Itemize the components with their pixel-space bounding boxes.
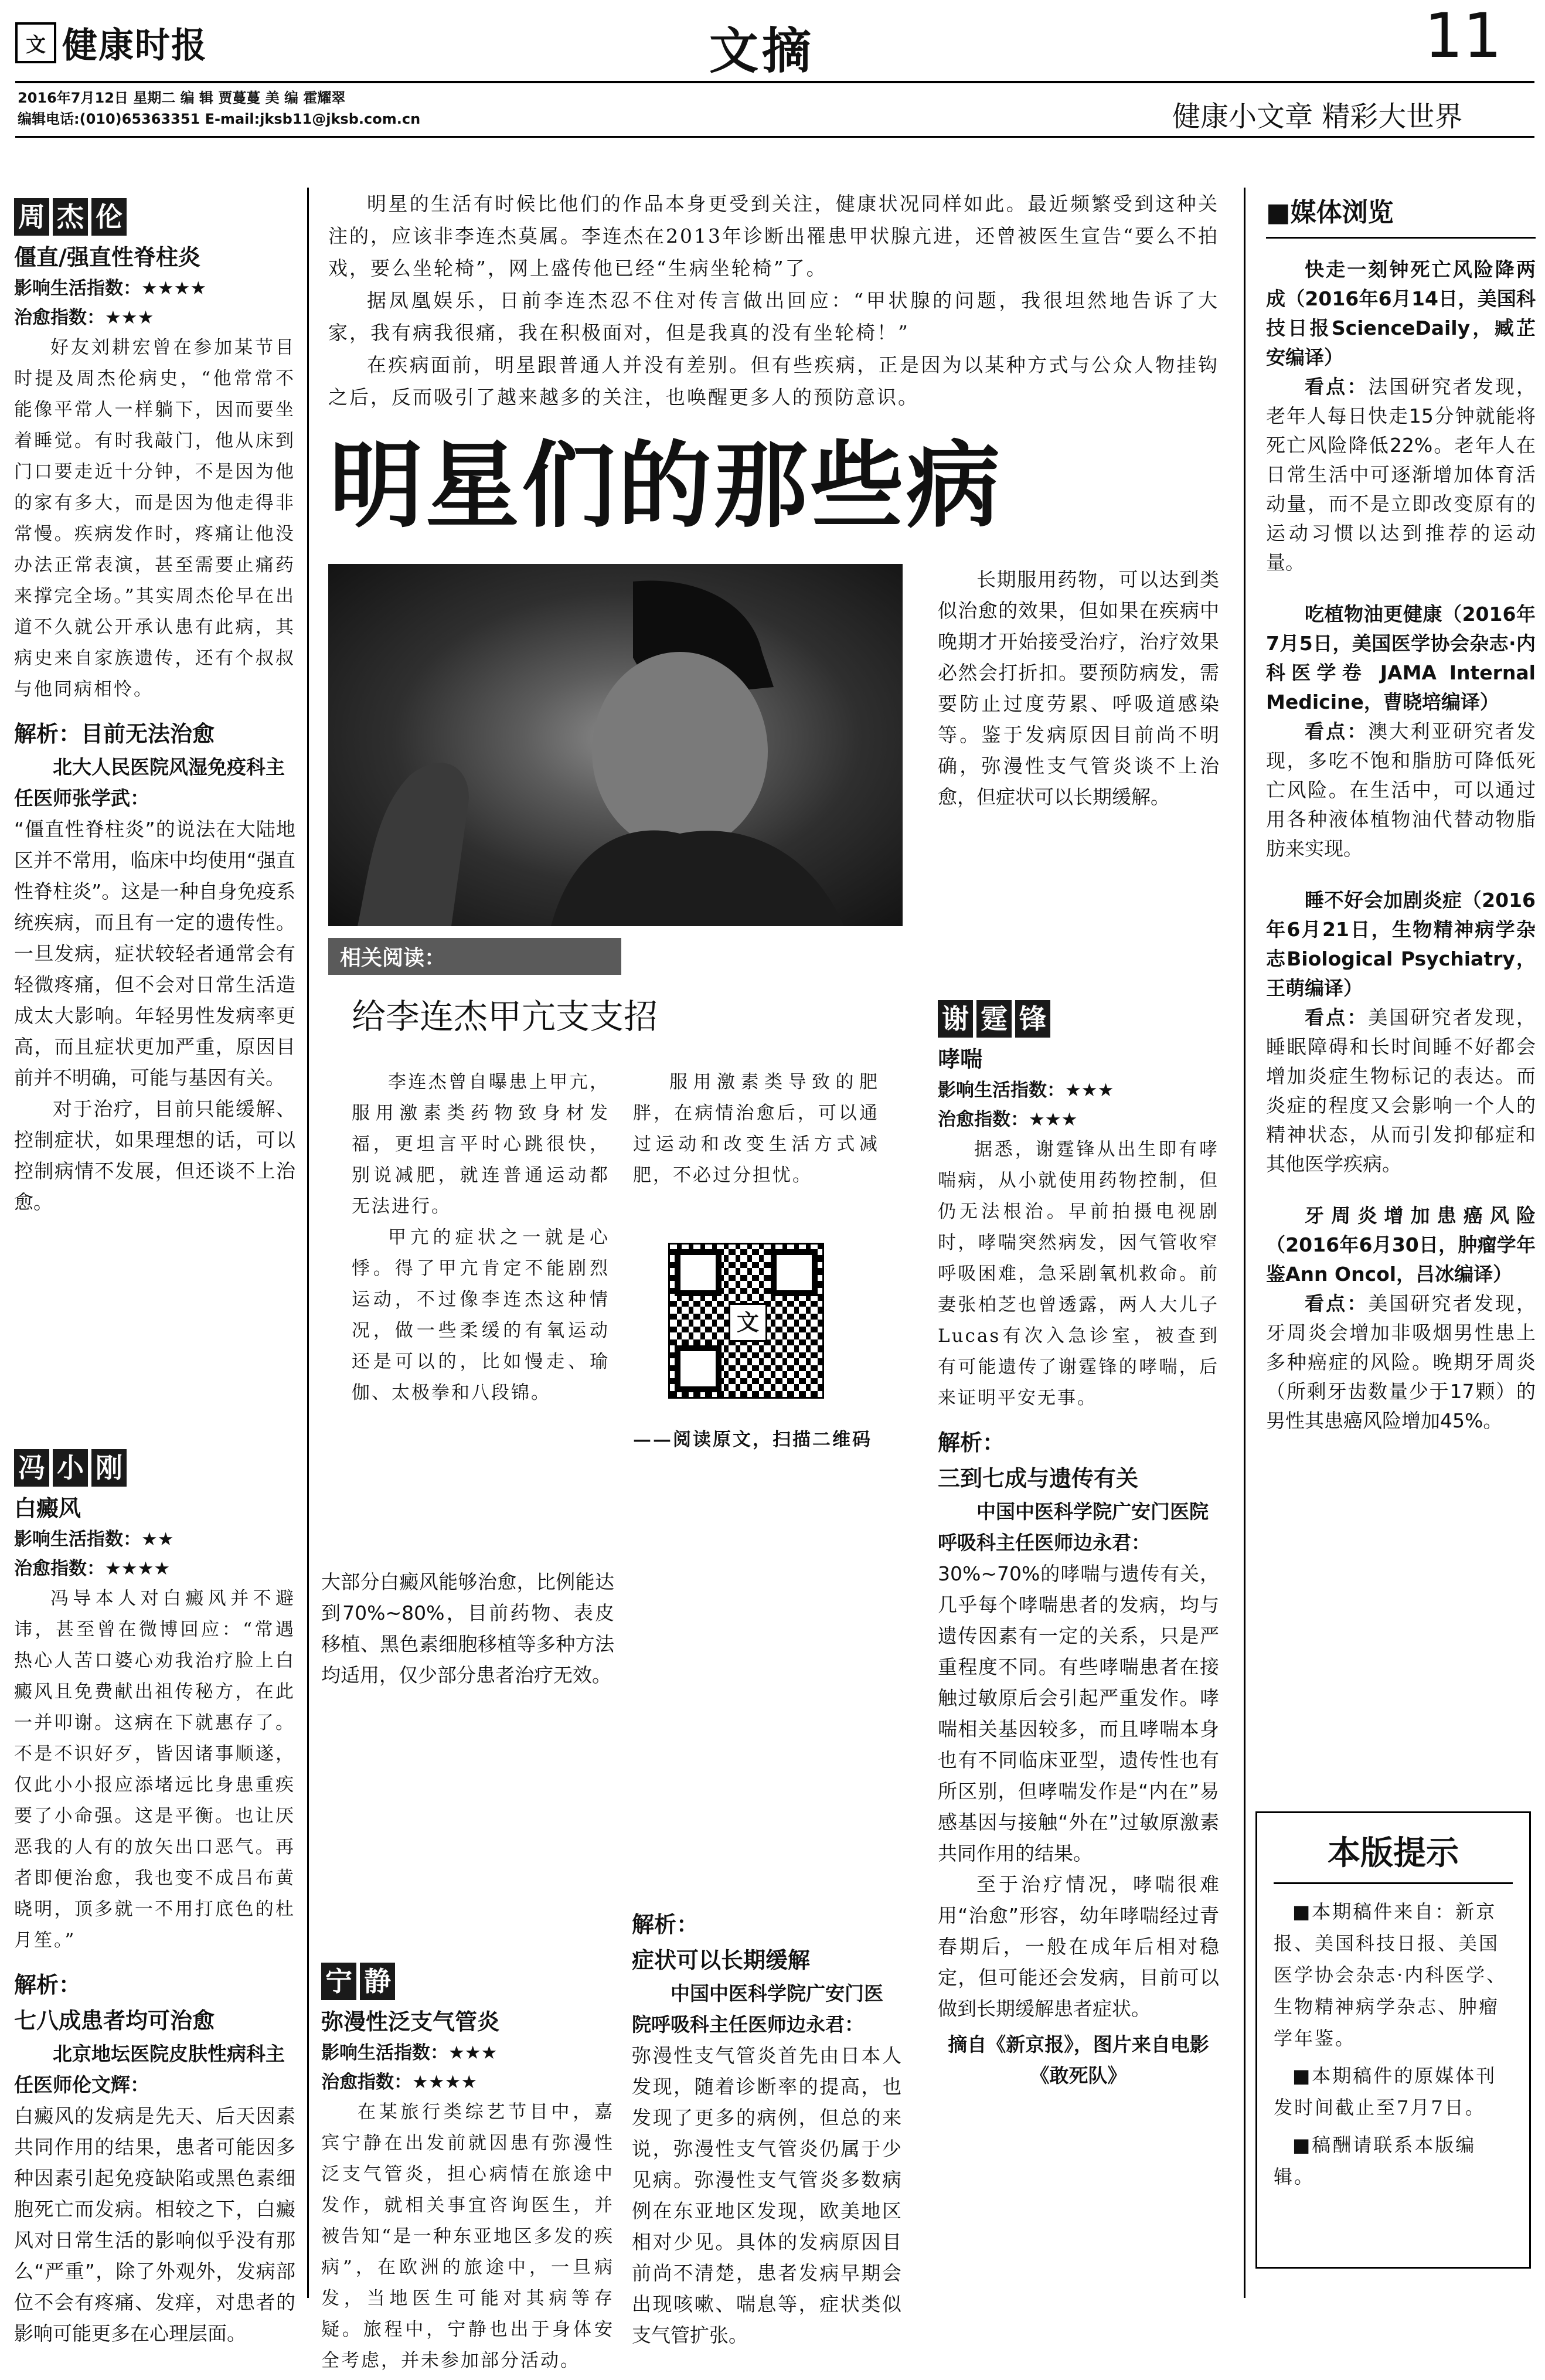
media-item [1266,1201,1536,1436]
date-line: 2016年7月12日 星期二 编 辑 贾蔓蔓 美 编 霍耀翠 [18,90,346,106]
impact-rating: 影响生活指数：★★★ [321,2042,498,2063]
related-reading-box [328,938,903,1548]
expert-text: 长期服用药物，可以达到类似治愈的效果，但如果在疾病中晚期才开始接受治疗，治疗效果必然会打折扣。要预防病发，需要防止过度劳累、呼吸道感染等。鉴于发病原因目前尚不明确，弥漫性支气管炎谈不上治愈，但症状可以长期缓解。 [938,568,1219,808]
analysis-heading: 解析：目前无法治愈 [14,721,215,747]
media-item-body: 看点：美国研究者发现，睡眠障碍和长时间睡不好都会增加炎症生物标记的表达。而炎症的程度又会影响一个人的精神状态，从而引发抑郁症和其他医学疾病。 [1266,1006,1536,1175]
story-text: 冯导本人对白癜风并不避讳，甚至曾在微博回应：“常遇热心人苦口婆心劝我治疗脸上白癜风且免费献出祖传秘方，在此一并叩谢。这病在下就惠存了。不是不识好歹，皆因诸事顺遂，仅此小小报应添堵远比身患重疾要了小命强。这是平衡。也让厌恶我的人有的放矢出口恶气。再者即便治愈，我也变不成吕布黄晓明，顶多就一不用打底色的杜月笙。” [14,1588,295,1951]
expert-text: 至于治疗情况，哮喘很难用“治愈”形容，幼年哮喘经过青春期后，一般在成年后相对稳定，但可能还会发病，目前可以做到长期缓解患者症状。 [938,1873,1219,2020]
name-tag-ning: 宁 静 [321,1963,399,2000]
page-number: 11 [1424,0,1502,72]
header-rule-bottom [15,136,1534,138]
media-item-title: 睡不好会加剧炎症（2016年6月21日，生物精神病学杂志Biological Psychiatry，王萌编译） [1266,889,1536,999]
related-paragraph: 甲亢的症状之一就是心悸。得了甲亢肯定不能剧烈运动，不过像李连杰这种情况，做一些柔缓的有氧运动还是可以的，比如慢走、瑜伽、太极拳和八段锦。 [352,1227,610,1403]
media-item-title: 快走一刻钟死亡风险降两成（2016年6月14日，美国科技日报ScienceDaily，臧芷安编译） [1266,258,1536,369]
disease-name: 僵直/强直性脊柱炎 [14,244,200,270]
qr-caption: ——阅读原文，扫描二维码 [633,1429,872,1450]
qr-code[interactable] [668,1243,824,1399]
expert-name: 北京地坛医院皮肤性病科主任医师伦文辉： [14,2042,285,2096]
expert-text: 大部分白癜风能够治愈，比例能达到70%~80%，目前药物、表皮移植、黑色素细胞移植等多种方法均适用，仅少部分患者治疗无效。 [321,1570,614,1687]
masthead [15,18,207,68]
name-tag-zhou: 周 杰 伦 [14,198,130,236]
related-paragraph: 服用激素类导致的肥胖，在病情治愈后，可以通过运动和改变生活方式减肥，不必过分担忧。 [633,1072,879,1186]
media-heading: ■媒体浏览 [1266,198,1394,227]
name-tag-feng: 冯 小 刚 [14,1449,130,1487]
story-text: 据悉，谢霆锋从出生即有哮喘病，从小就使用药物控制，但仍无法根治。早前拍摄电视剧时，哮喘突然病发，因气管收窄呼吸困难，急采剧氧机救命。前妻张柏芝也曾透露，两人大儿子Lucas有次入急诊室，被查到有可能遗传了谢霆锋的哮喘，后来证明平安无事。 [938,1139,1219,1409]
intro-paragraph: 在疾病面前，明星跟普通人并没有差别。但有些疾病，正是因为以某种方式与公众人物挂钩之后，反而吸引了越来越多的关注，也唤醒更多人的预防意识。 [328,353,1219,409]
media-browse [1266,191,1536,1436]
name-tag-xie: 谢 霆 锋 [938,1000,1054,1038]
expert-text: 弥漫性支气管炎首先由日本人发现，随着诊断率的提高，也发现了更多的病例，但总的来说，弥漫性支气管炎仍属于少见病。弥漫性支气管炎多数病例在东亚地区发现，欧美地区相对少见。具体的发病原因目前尚不清楚，患者发病早期会出现咳嗽、喘息等，症状类似支气管扩张。 [632,2044,901,2347]
disease-name: 弥漫性泛支气管炎 [321,2009,500,2035]
impact-rating: 影响生活指数：★★★★ [14,278,207,299]
cure-rating: 治愈指数：★★★★ [321,2072,478,2093]
logo-icon: 文 [15,22,56,63]
expert-name: 中国中医科学院广安门医院呼吸科主任医师边永君： [938,1500,1209,1554]
media-rule [1266,237,1536,239]
expert-text: 对于治疗，目前只能缓解、控制症状，如果理想的话，可以控制病情不发展，但还谈不上治愈。 [14,1097,295,1213]
analysis-label: 解析： [632,1912,699,1937]
feng-section [14,1449,295,2349]
media-item [1266,255,1536,577]
expert-text: “僵直性脊柱炎”的说法在大陆地区并不常用，临床中均使用“强直性脊柱炎”。这是一种自身免疫系统疾病，而且有一定的遗传性。一旦发病，症状较轻者通常会有轻微疼痛，但不会对日常生活造成太大影响。年轻男性发病率更高，而且症状更加严重，原因目前并不明确，可能与基因有关。 [14,818,295,1089]
tips-rule [1274,1882,1513,1884]
logo-icon: 文 [729,1303,767,1342]
analysis-heading: 症状可以长期缓解 [632,1947,811,1973]
ning-analysis [632,1566,901,2380]
disease-name: 白癜风 [14,1495,81,1521]
ning-continued [321,1566,614,1691]
related-text-right [633,1067,879,1191]
source-credit: 摘自《新京报》，图片来自电影《敢死队》 [948,2033,1209,2087]
story-text: 在某旅行类综艺节目中，嘉宾宁静在出发前就因患有弥漫性泛支气管炎，担心病情在旅途中发作，就相关事宜咨询医生，并被告知“是一种东亚地区多发的疾病”，在欧洲的旅途中，一旦病发，当地医生可能对其病等存疑。旅程中，宁静也出于身体安全考虑，并未参加部分活动。 [321,2102,614,2371]
header-rule [15,81,1534,83]
ning-section [321,1963,614,2371]
analysis-label: 解析： [938,1430,1005,1456]
column-divider [1244,188,1245,2298]
edition-tips-box [1255,1811,1531,2269]
media-item [1266,600,1536,863]
main-headline: 明星们的那些病 [329,431,1003,540]
tip-item: ■本期稿件来自：新京报、美国科技日报、美国医学协会杂志·内科医学、生物精神病学杂志、肿瘤学年鉴。 [1274,1900,1507,2049]
expert-text: 白癜风的发病是先天、后天因素共同作用的结果，患者可能因多种因素引起免疫缺陷或黑色素细胞死亡而发病。相较之下，白癜风对日常生活的影响似乎没有那么“严重”，除了外观外，发病部位不会有疼痛、发痒，对患者的影响可能更多在心理层面。 [14,2104,295,2345]
media-item-body: 看点：法国研究者发现，老年人每日快走15分钟就能将死亡风险降低22%。老年人在日常生活中可逐渐增加体育活动量，而不是立即改变原有的运动习惯以达到推荐的运动量。 [1266,375,1536,574]
figure-silhouette [328,564,903,926]
tips-heading: 本版提示 [1328,1834,1459,1872]
expert-name: 中国中医科学院广安门医院呼吸科主任医师边永君： [632,1982,883,2036]
analysis-heading: 七八成患者均可治愈 [14,2008,215,2034]
expert-name: 北大人民医院风湿免疫科主任医师张学武： [14,756,285,810]
media-item-body: 看点：美国研究者发现，牙周炎会增加非吸烟男性患上多种癌症的风险。晚期牙周炎（所剩牙齿数量少于17颗）的男性其患癌风险增加45%。 [1266,1292,1536,1432]
story-text: 好友刘耕宏曾在参加某节目时提及周杰伦病史，“他常常不能像平常人一样躺下，因而要坐着睡觉。有时我敲门，他从床到门口要走近十分钟，不是因为他的家有多大，而是因为他走得非常慢。疾病发作时，疼痛让他没办法正常表演，甚至需要止痛药来撑完全场。”其实周杰伦早在出道不久就公开承认患有此病，其病史来自家族遗传，还有个叔叔与他同病相怜。 [14,337,295,700]
impact-rating: 影响生活指数：★★ [14,1529,174,1550]
related-text-left [352,1067,610,1409]
related-reading-title: 给李连杰甲亢支支招 [352,997,658,1036]
column-divider [307,188,309,2298]
intro-paragraph: 据凤凰娱乐，日前李连杰忍不住对传言做出回应：“甲状腺的问题，我很坦然地告诉了大家，我有病我很痛，我在积极面对，但是我真的没有坐轮椅！” [328,289,1219,344]
cure-rating: 治愈指数：★★★ [938,1109,1078,1130]
analysis-label: 解析： [14,1972,81,1998]
related-paragraph: 李连杰曾自曝患上甲亢，服用激素类药物致身材发福，更坦言平时心跳很快，别说减肥，就连普通运动都无法进行。 [352,1072,610,1217]
movie-still-photo [328,564,903,926]
media-item-title: 吃植物油更健康（2016年7月5日，美国医学协会杂志·内科医学卷 JAMA Internal Medicine，曹晓培编译） [1266,603,1536,713]
contact-line: 编辑电话:(010)65363351 E-mail:jksb11@jksb.com.cn [18,111,421,127]
expert-text: 30%~70%的哮喘与遗传有关，几乎每个哮喘患者的发病，均与遗传因素有一定的关系，只是严重程度不同。有些哮喘患者在接触过敏原后会引起严重发作。哮喘相关基因较多，而且哮喘本身也有不同临床亚型，遗传性也有所区别，但哮喘发作是“内在”易感基因与接触“外在”过敏原激素共同作用的结果。 [938,1562,1219,1865]
cure-rating: 治愈指数：★★★ [14,307,154,328]
tip-item: ■稿酬请联系本版编辑。 [1274,2134,1476,2188]
ning-expert-continued [938,564,1219,812]
xie-section [938,1000,1219,2091]
intro [328,188,1219,413]
media-item-title: 牙周炎增加患癌风险（2016年6月30日，肿瘤学年鉴Ann Oncol，吕冰编译） [1266,1204,1536,1286]
zhou-section [14,198,295,1218]
analysis-heading: 三到七成与遗传有关 [938,1466,1139,1491]
intro-paragraph: 明星的生活有时候比他们的作品本身更受到关注，健康状况同样如此。最近频繁受到这种关注的，应该非李连杰莫属。李连杰在2013年诊断出罹患甲状腺亢进，还曾被医生宣告“要么不拍戏，要么坐轮椅”，网上盛传他已经“生病坐轮椅”了。 [328,192,1219,280]
media-item-body: 看点：澳大利亚研究者发现，多吃不饱和脂肪可降低死亡风险。在生活中，可以通过用各种液体植物油代替动物脂肪来实现。 [1266,720,1536,860]
related-reading-label: 相关阅读： [328,938,621,975]
disease-name: 哮喘 [938,1046,983,1072]
cure-rating: 治愈指数：★★★★ [14,1558,171,1579]
section-title: 文摘 [709,22,815,80]
media-item [1266,886,1536,1179]
tip-item: ■本期稿件的原媒体刊发时间截止至7月7日。 [1274,2065,1497,2119]
slogan: 健康小文章 精彩大世界 [1172,100,1463,133]
impact-rating: 影响生活指数：★★★ [938,1080,1114,1101]
newspaper-name: 健康时报 [62,25,207,66]
